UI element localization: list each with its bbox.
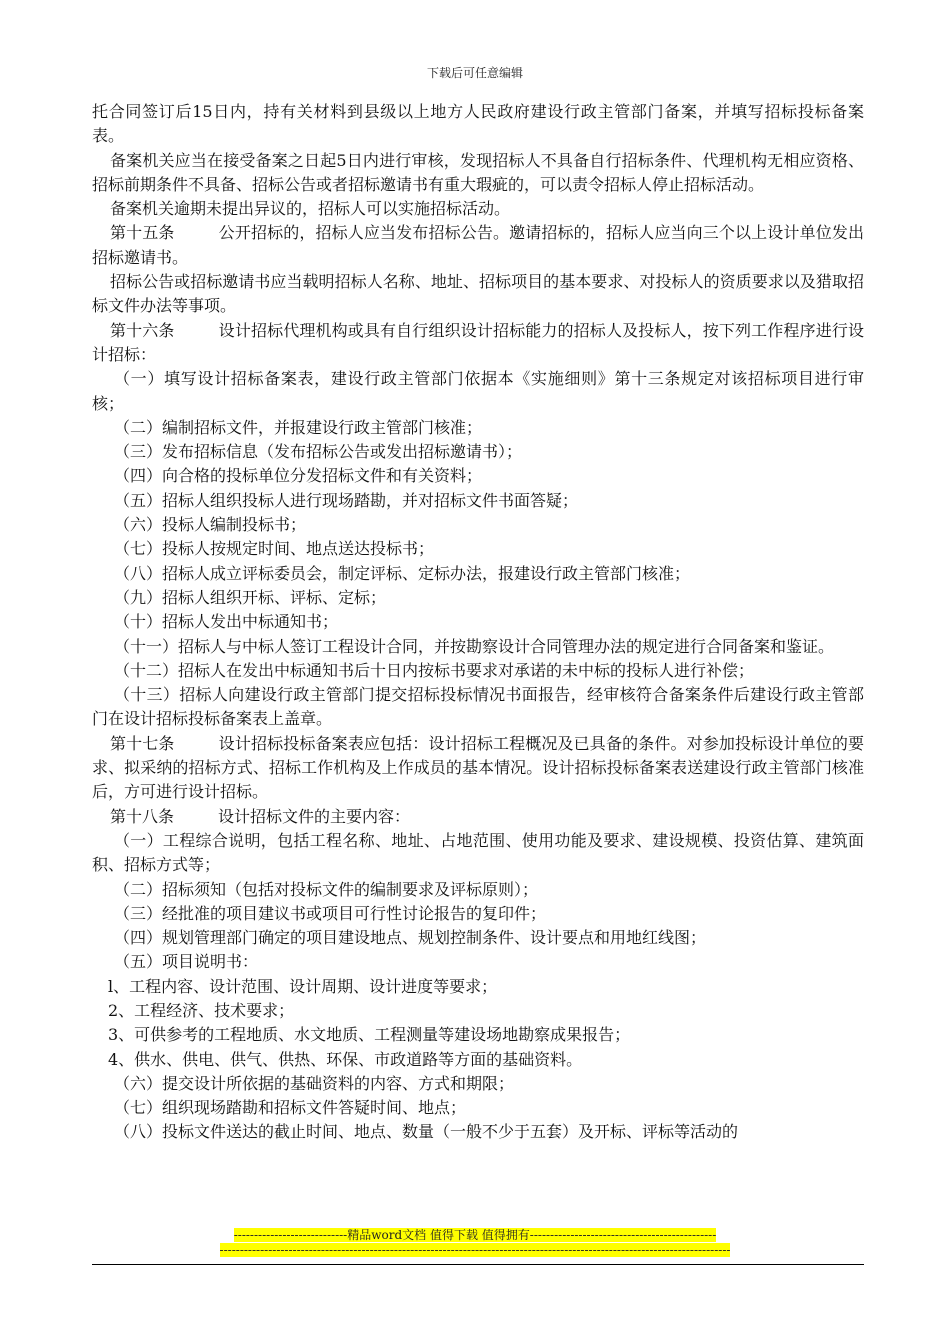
- article-number: 第十六条: [110, 320, 175, 340]
- article-number: 第十五条: [110, 223, 175, 243]
- footer-rule: [92, 1264, 864, 1265]
- list-item: （一）工程综合说明，包括工程名称、地址、占地范围、使用功能及要求、建设规模、投资估算、建筑面积、招标方式等；: [92, 830, 864, 875]
- article-18: [92, 805, 864, 829]
- list-item: （三）发布招标信息（发布招标公告或发出招标邀请书）；: [114, 442, 523, 462]
- article-text: 公开招标的，招标人应当发布招标公告。邀请招标的，招标人应当向三个以上设计单位发出招标邀请书。: [92, 223, 864, 267]
- list-item: （八）招标人成立评标委员会，制定评标、定标办法，报建设行政主管部门核准；: [114, 563, 691, 583]
- list-item: （十二）招标人在发出中标通知书后十日内按标书要求对承诺的未中标的投标人进行补偿；: [114, 660, 755, 680]
- list-item: （四）规划管理部门确定的项目建设地点、规划控制条件、设计要点和用地红线图；: [114, 928, 707, 948]
- list-item: 4、供水、供电、供气、供热、环保、市政道路等方面的基础资料。: [108, 1049, 583, 1069]
- article-17: [92, 732, 864, 805]
- list-item: （五）招标人组织投标人进行现场踏勘，并对招标文件书面答疑；: [114, 490, 579, 510]
- list-item: （十三）招标人向建设行政主管部门提交招标投标情况书面报告，经审核符合备案条件后建设行政主管部门在设计招标投标备案表上盖章。: [92, 685, 864, 729]
- article-16: [92, 319, 864, 368]
- paragraph: 托合同签订后15日内，持有关材料到县级以上地方人民政府建设行政主管部门备案，并填写招标投标备案表。: [92, 102, 864, 146]
- list-item: （七）组织现场踏勘和招标文件答疑时间、地点；: [114, 1098, 467, 1118]
- list-item: 2、工程经济、技术要求；: [108, 1000, 295, 1020]
- list-item: （五）项目说明书：: [114, 952, 259, 972]
- page-header: 下载后可任意编辑: [426, 66, 523, 80]
- paragraph: 招标公告或招标邀请书应当载明招标人名称、地址、招标项目的基本要求、对投标人的资质要求以及猎取招标文件办法等事项。: [92, 272, 864, 316]
- article-text: 设计招标文件的主要内容：: [218, 806, 411, 826]
- list-item: （十）招标人发出中标通知书；: [114, 612, 339, 632]
- article-number: 第十八条: [110, 806, 175, 826]
- page-footer: [0, 1228, 950, 1258]
- list-item: （二）招标须知（包括对投标文件的编制要求及评标原则）；: [114, 879, 539, 899]
- list-item: （一）填写设计招标备案表，建设行政主管部门依据本《实施细则》第十三条规定对该招标项目进行审核；: [92, 369, 864, 413]
- list-item: （八）投标文件送达的截止时间、地点、数量（一般不少于五套）及开标、评标等活动的: [114, 1122, 739, 1142]
- article-text: 设计招标投标备案表应包括：设计招标工程概况及已具备的条件。对参加投标设计单位的要求、拟采纳的招标方式、招标工作机构及上作成员的基本情况。设计招标投标备案表送建设行政主管部门核准后，方可进行设计招标。: [92, 733, 864, 802]
- footer-dashes: ------------------------------------------------------------------------------------------------------------------------------: [219, 1243, 731, 1257]
- list-item: （十一）招标人与中标人签订工程设计合同，并按勘察设计合同管理办法的规定进行合同备案和鉴证。: [114, 636, 835, 656]
- list-item: l、工程内容、设计范围、设计周期、设计进度等要求；: [108, 976, 498, 996]
- list-item: （九）招标人组织开标、评标、定标；: [114, 587, 387, 607]
- list-item: （四）向合格的投标单位分发招标文件和有关资料；: [114, 466, 483, 486]
- list-item: （二）编制招标文件，并报建设行政主管部门核准；: [114, 417, 483, 437]
- document-body: [92, 100, 864, 1145]
- article-text: 设计招标代理机构或具有自行组织设计招标能力的招标人及投标人，按下列工作程序进行设计招标：: [92, 320, 864, 364]
- article-15: [92, 221, 864, 270]
- footer-banner: ----------------------------精品word文档 值得下载 值得拥有----------------------------------------------: [233, 1228, 717, 1242]
- paragraph: 备案机关逾期未提出异议的，招标人可以实施招标活动。: [110, 199, 511, 219]
- paragraph: 备案机关应当在接受备案之日起5日内进行审核，发现招标人不具备自行招标条件、代理机构无相应资格、招标前期条件不具备、招标公告或者招标邀请书有重大瑕疵的，可以责令招标人停止招标活动。: [92, 150, 864, 194]
- list-item: 3、可供参考的工程地质、水文地质、工程测量等建设场地勘察成果报告；: [108, 1025, 631, 1045]
- list-item: （六）提交设计所依据的基础资料的内容、方式和期限；: [114, 1073, 515, 1093]
- list-item: （三）经批准的项目建议书或项目可行性讨论报告的复印件；: [114, 903, 547, 923]
- list-item: （七）投标人按规定时间、地点送达投标书；: [114, 539, 435, 559]
- article-number: 第十七条: [110, 733, 175, 753]
- list-item: （六）投标人编制投标书；: [114, 515, 307, 535]
